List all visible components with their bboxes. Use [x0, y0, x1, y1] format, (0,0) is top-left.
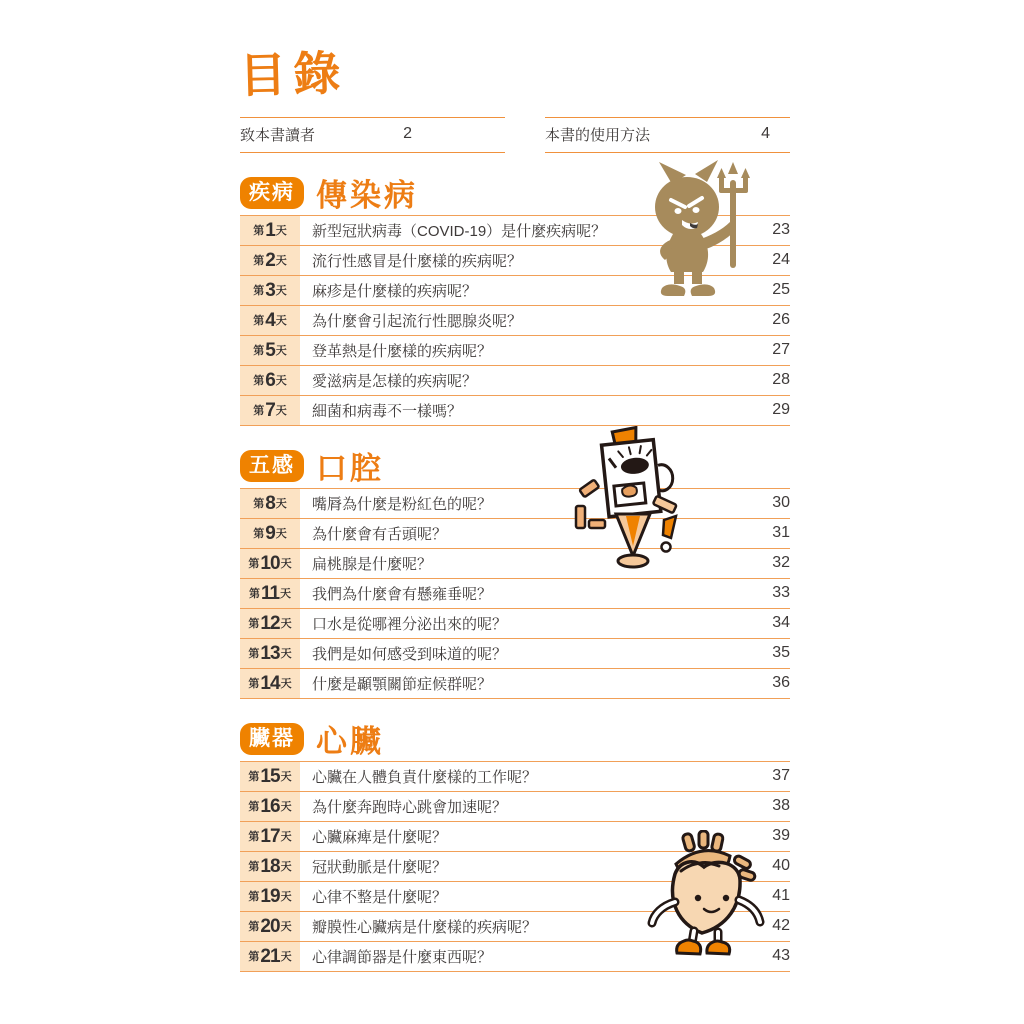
- day-label: 第 21 天: [240, 942, 300, 971]
- toc-page-number: 30: [772, 494, 790, 512]
- day-label: 第 15 天: [240, 762, 300, 791]
- day-label: 第 20 天: [240, 912, 300, 941]
- day-number: 10: [260, 552, 280, 574]
- toc-page-number: 26: [772, 311, 790, 329]
- toc-question: 什麼是顳顎關節症候群呢？: [312, 675, 493, 693]
- toc-question: 嘴脣為什麼是粉紅色的呢？: [312, 495, 493, 513]
- day-number: 14: [260, 672, 280, 694]
- day-number: 2: [265, 249, 275, 271]
- day-number: 9: [265, 522, 275, 544]
- toc-row: [240, 761, 790, 791]
- toc-row: [240, 395, 790, 425]
- day-label: 第 5 天: [240, 336, 300, 365]
- toc-question: 心臟麻痺是什麼呢？: [312, 828, 448, 846]
- section-badge: 五感: [240, 450, 304, 482]
- toc-page-number: 27: [772, 341, 790, 359]
- toc-page-number: 29: [772, 401, 790, 419]
- day-number: 7: [265, 399, 275, 421]
- toc-page-number: 34: [772, 614, 790, 632]
- toc-row: [240, 638, 790, 668]
- toc-question: 新型冠狀病毒（COVID-19）是什麼疾病呢？: [312, 222, 607, 240]
- day-label: 第 16 天: [240, 792, 300, 821]
- day-number: 16: [260, 795, 280, 817]
- mouth-character-icon: [574, 426, 694, 571]
- day-label: 第 10 天: [240, 549, 300, 578]
- toc-page-number: 37: [772, 767, 790, 785]
- header-link-page-number: 2: [403, 125, 412, 143]
- virus-demon-icon: [634, 158, 769, 303]
- toc-row: [240, 305, 790, 335]
- toc-page-number: 25: [772, 281, 790, 299]
- toc-page-number: 39: [772, 827, 790, 845]
- day-number: 20: [260, 915, 280, 937]
- heart-character-icon: [644, 830, 774, 960]
- day-label: 第 19 天: [240, 882, 300, 911]
- toc-question: 我們是如何感受到味道的呢？: [312, 645, 508, 663]
- section-title: 口腔: [316, 451, 384, 487]
- toc-row: [240, 668, 790, 698]
- day-number: 15: [260, 765, 280, 787]
- toc-page-number: 23: [772, 221, 790, 239]
- toc-question: 心律調節器是什麼東西呢？: [312, 948, 493, 966]
- section-header: [240, 718, 790, 760]
- day-label: 第 1 天: [240, 216, 300, 245]
- toc-page-number: 32: [772, 554, 790, 572]
- day-number: 5: [265, 339, 275, 361]
- toc-question: 為什麼會有舌頭呢？: [312, 525, 448, 543]
- toc-question: 冠狀動脈是什麼呢？: [312, 858, 448, 876]
- day-label: 第 7 天: [240, 396, 300, 425]
- day-label: 第 4 天: [240, 306, 300, 335]
- day-number: 13: [260, 642, 280, 664]
- day-number: 17: [260, 825, 280, 847]
- day-label: 第 17 天: [240, 822, 300, 851]
- day-number: 8: [265, 492, 275, 514]
- toc-question: 我們為什麼會有懸雍垂呢？: [312, 585, 493, 603]
- header-links: [240, 117, 790, 153]
- section-header: [240, 445, 790, 487]
- section-badge: 臟器: [240, 723, 304, 755]
- section-mouth: [240, 445, 790, 699]
- toc-question: 登革熱是什麼樣的疾病呢？: [312, 342, 493, 360]
- day-label: 第 18 天: [240, 852, 300, 881]
- toc-question: 為什麼奔跑時心跳會加速呢？: [312, 798, 508, 816]
- toc-row: [240, 548, 790, 578]
- toc-row: [240, 791, 790, 821]
- toc-page-number: 43: [772, 947, 790, 965]
- toc-question: 瓣膜性心臟病是什麼樣的疾病呢？: [312, 918, 538, 936]
- toc-question: 流行性感冒是什麼樣的疾病呢？: [312, 252, 523, 270]
- section-title: 心臟: [316, 724, 384, 760]
- toc-page-number: 40: [772, 857, 790, 875]
- header-link-readers: [240, 117, 505, 153]
- toc-page-number: 28: [772, 371, 790, 389]
- toc-question: 為什麼會引起流行性腮腺炎呢？: [312, 312, 523, 330]
- header-link-label: 致本書讀者: [240, 126, 316, 144]
- day-label: 第 13 天: [240, 639, 300, 668]
- section-badge: 疾病: [240, 177, 304, 209]
- toc-question: 口水是從哪裡分泌出來的呢？: [312, 615, 508, 633]
- toc-row: [240, 365, 790, 395]
- toc-question: 心臟在人體負責什麼樣的工作呢？: [312, 768, 538, 786]
- toc-question: 細菌和病毒不一樣嗎？: [312, 402, 463, 420]
- day-label: 第 12 天: [240, 609, 300, 638]
- toc-row: [240, 488, 790, 518]
- day-number: 1: [265, 219, 275, 241]
- toc-page-number: 41: [772, 887, 790, 905]
- toc-page-number: 31: [772, 524, 790, 542]
- day-number: 12: [260, 612, 280, 634]
- header-link-page-number: 4: [761, 125, 770, 143]
- page-title: 目錄: [238, 46, 348, 102]
- day-label: 第 9 天: [240, 519, 300, 548]
- day-label: 第 11 天: [240, 579, 300, 608]
- toc-question: 心律不整是什麼呢？: [312, 888, 448, 906]
- day-number: 11: [260, 582, 280, 604]
- toc-page-number: 35: [772, 644, 790, 662]
- toc-question: 扁桃腺是什麼呢？: [312, 555, 433, 573]
- day-label: 第 14 天: [240, 669, 300, 698]
- day-label: 第 6 天: [240, 366, 300, 395]
- toc-page-number: 33: [772, 584, 790, 602]
- toc-row: [240, 608, 790, 638]
- section-rows: [240, 488, 790, 699]
- toc-page-number: 42: [772, 917, 790, 935]
- toc-question: 愛滋病是怎樣的疾病呢？: [312, 372, 478, 390]
- day-number: 18: [260, 855, 280, 877]
- toc-row: [240, 518, 790, 548]
- header-link-label: 本書的使用方法: [545, 126, 651, 144]
- header-link-howto: [545, 117, 790, 153]
- day-label: 第 3 天: [240, 276, 300, 305]
- toc-question: 麻疹是什麼樣的疾病呢？: [312, 282, 478, 300]
- toc-page-number: 38: [772, 797, 790, 815]
- day-number: 3: [265, 279, 275, 301]
- day-number: 6: [265, 369, 275, 391]
- toc-page-number: 36: [772, 674, 790, 692]
- toc-row: [240, 335, 790, 365]
- day-label: 第 2 天: [240, 246, 300, 275]
- toc-row: [240, 578, 790, 608]
- day-number: 19: [260, 885, 280, 907]
- section-title: 傳染病: [316, 178, 418, 214]
- day-number: 21: [260, 945, 280, 967]
- day-label: 第 8 天: [240, 489, 300, 518]
- toc-page-number: 24: [772, 251, 790, 269]
- day-number: 4: [265, 309, 275, 331]
